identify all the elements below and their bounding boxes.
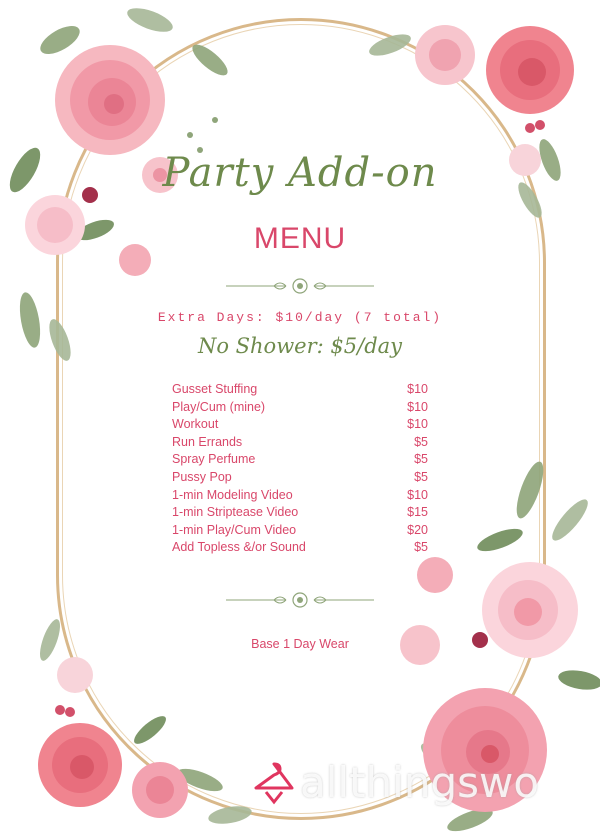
top-ornament-divider [222, 276, 378, 296]
item-price: $5 [414, 434, 428, 449]
list-item [172, 400, 428, 418]
title-party-addon: Party Add-on [162, 150, 438, 196]
item-price: $15 [407, 505, 428, 520]
bottom-left-floral-decoration [0, 600, 260, 840]
addon-price-list [172, 382, 428, 558]
list-item [172, 417, 428, 435]
item-price: $10 [407, 382, 428, 396]
base-wear-note: Base 1 Day Wear [251, 637, 349, 651]
bottom-ornament-divider [222, 590, 378, 610]
item-price: $10 [407, 487, 428, 502]
item-name: 1-min Play/Cum Video [172, 522, 297, 537]
title-menu: MENU [253, 222, 347, 255]
list-item [172, 505, 428, 523]
item-name: Spray Perfume [172, 452, 256, 467]
item-name: 1-min Striptease Video [172, 505, 299, 520]
item-name: Play/Cum (mine) [172, 399, 266, 414]
extra-days-line: Extra Days: $10/day (7 total) [157, 310, 443, 325]
list-item [172, 452, 428, 470]
list-item [172, 435, 428, 453]
item-price: $10 [407, 399, 428, 414]
no-shower-line: No Shower: $5/day [197, 334, 403, 358]
item-name: Add Topless &/or Sound [172, 540, 306, 555]
list-item [172, 488, 428, 506]
list-item [172, 540, 428, 558]
item-name: Pussy Pop [172, 469, 232, 484]
item-price: $10 [407, 417, 428, 432]
item-price: $5 [414, 469, 428, 484]
item-price: $5 [414, 540, 428, 555]
list-item [172, 470, 428, 488]
watermark-text: allthingswo [300, 758, 540, 807]
hanger-logo-icon [250, 756, 298, 808]
item-name: 1-min Modeling Video [172, 487, 293, 502]
list-item [172, 523, 428, 541]
top-right-floral-decoration [350, 0, 600, 240]
watermark [250, 752, 600, 812]
list-item [172, 382, 428, 400]
item-name: Gusset Stuffing [172, 382, 258, 396]
item-name: Workout [172, 417, 219, 432]
item-price: $5 [414, 452, 428, 467]
item-name: Run Errands [172, 434, 243, 449]
item-price: $20 [407, 522, 428, 537]
